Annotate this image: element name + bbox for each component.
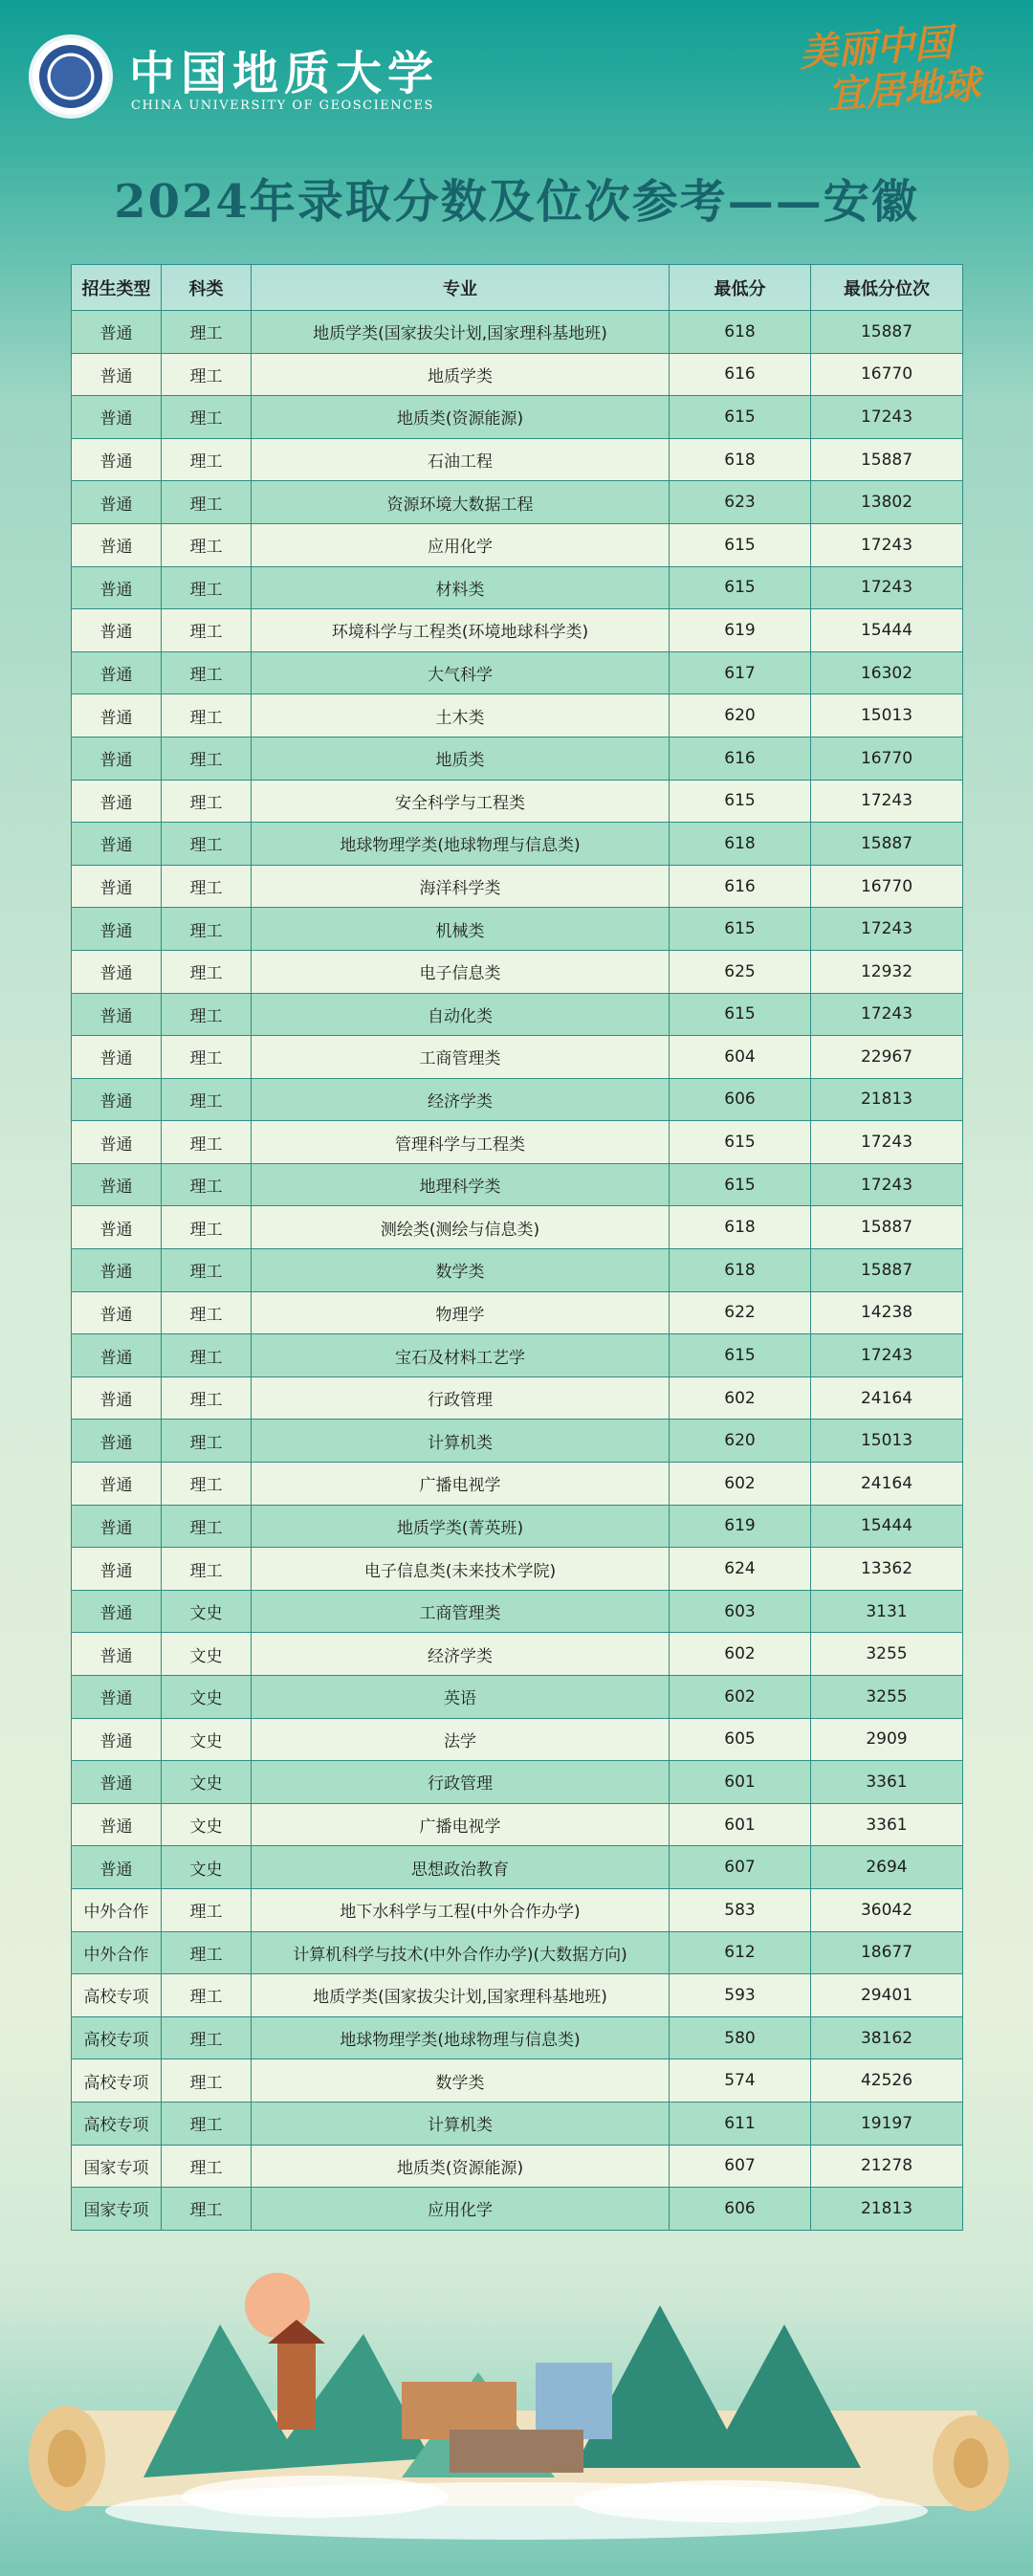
cell-min-score: 580: [670, 2016, 811, 2059]
university-name-cn: 中国地质大学: [129, 47, 440, 100]
cell-subject: 理工: [162, 481, 252, 524]
cell-major: 地质类(资源能源): [252, 396, 670, 439]
table-row: [72, 2016, 963, 2059]
table-row: [72, 523, 963, 566]
cell-subject: 理工: [162, 651, 252, 694]
table-row: [72, 694, 963, 738]
cell-min-rank: 15887: [811, 1206, 963, 1249]
cell-admission-type: 普通: [72, 823, 162, 866]
cell-min-rank: 13362: [811, 1548, 963, 1591]
cell-admission-type: 普通: [72, 694, 162, 738]
cell-admission-type: 普通: [72, 1505, 162, 1548]
cell-admission-type: 普通: [72, 1676, 162, 1719]
cell-major: 计算机类: [252, 2102, 670, 2145]
header: [0, 0, 1033, 153]
cell-admission-type: 普通: [72, 1206, 162, 1249]
table-row: [72, 1078, 963, 1121]
cell-admission-type: 国家专项: [72, 2188, 162, 2231]
cell-admission-type: 中外合作: [72, 1931, 162, 1974]
cell-min-score: 615: [670, 993, 811, 1036]
cell-min-score: 611: [670, 2102, 811, 2145]
table-row: [72, 737, 963, 780]
cell-subject: 理工: [162, 2102, 252, 2145]
cell-subject: 理工: [162, 1376, 252, 1420]
cell-admission-type: 普通: [72, 1036, 162, 1079]
cell-admission-type: 高校专项: [72, 1974, 162, 2017]
cell-min-rank: 24164: [811, 1376, 963, 1420]
table-row: [72, 311, 963, 354]
cell-min-rank: 2694: [811, 1846, 963, 1889]
cell-admission-type: 普通: [72, 481, 162, 524]
cell-major: 工商管理类: [252, 1590, 670, 1633]
cell-min-score: 604: [670, 1036, 811, 1079]
cell-admission-type: 普通: [72, 950, 162, 993]
cell-subject: 理工: [162, 1420, 252, 1463]
cell-subject: 理工: [162, 1888, 252, 1931]
cell-admission-type: 普通: [72, 908, 162, 951]
cell-min-rank: 16770: [811, 353, 963, 396]
cell-major: 管理科学与工程类: [252, 1121, 670, 1164]
table-row: [72, 2102, 963, 2145]
cell-min-rank: 3131: [811, 1590, 963, 1633]
admission-table-container: [71, 264, 962, 2231]
cell-min-rank: 17243: [811, 908, 963, 951]
cell-min-rank: 13802: [811, 481, 963, 524]
cell-subject: 理工: [162, 1036, 252, 1079]
table-row: [72, 993, 963, 1036]
cell-min-score: 607: [670, 1846, 811, 1889]
cell-subject: 理工: [162, 1463, 252, 1506]
cell-min-rank: 29401: [811, 1974, 963, 2017]
cell-subject: 文史: [162, 1590, 252, 1633]
table-row: [72, 2059, 963, 2103]
cell-min-score: 615: [670, 523, 811, 566]
cell-min-score: 620: [670, 1420, 811, 1463]
cell-subject: 理工: [162, 2145, 252, 2188]
table-row: [72, 1376, 963, 1420]
cell-major: 应用化学: [252, 2188, 670, 2231]
cell-admission-type: 普通: [72, 651, 162, 694]
cell-major: 资源环境大数据工程: [252, 481, 670, 524]
table-row: [72, 609, 963, 652]
cell-major: 数学类: [252, 1249, 670, 1292]
table-row: [72, 1761, 963, 1804]
table-header-row: [72, 265, 963, 311]
cell-major: 机械类: [252, 908, 670, 951]
cell-subject: 文史: [162, 1803, 252, 1846]
cell-min-score: 618: [670, 1249, 811, 1292]
cell-subject: 文史: [162, 1846, 252, 1889]
cell-major: 地质学类(菁英班): [252, 1505, 670, 1548]
cell-min-score: 574: [670, 2059, 811, 2103]
cell-subject: 理工: [162, 2188, 252, 2231]
cell-admission-type: 普通: [72, 1078, 162, 1121]
cell-major: 应用化学: [252, 523, 670, 566]
cell-min-rank: 15887: [811, 1249, 963, 1292]
table-row: [72, 780, 963, 823]
cell-subject: 理工: [162, 523, 252, 566]
cell-min-score: 618: [670, 1206, 811, 1249]
cell-subject: 理工: [162, 1078, 252, 1121]
table-row: [72, 1036, 963, 1079]
cell-subject: 理工: [162, 780, 252, 823]
cell-major: 电子信息类(未来技术学院): [252, 1548, 670, 1591]
cell-min-score: 623: [670, 481, 811, 524]
cell-min-rank: 17243: [811, 1121, 963, 1164]
cell-admission-type: 普通: [72, 1334, 162, 1377]
cell-min-rank: 14238: [811, 1291, 963, 1334]
cell-min-score: 619: [670, 1505, 811, 1548]
cell-subject: 理工: [162, 993, 252, 1036]
cell-min-rank: 21813: [811, 1078, 963, 1121]
column-header-min-rank: 最低分位次: [811, 265, 963, 311]
cell-admission-type: 普通: [72, 566, 162, 609]
cell-major: 地质学类: [252, 353, 670, 396]
cell-subject: 理工: [162, 908, 252, 951]
cell-min-rank: 17243: [811, 993, 963, 1036]
column-header-major: 专业: [252, 265, 670, 311]
cell-min-rank: 15013: [811, 694, 963, 738]
cell-major: 地质类: [252, 737, 670, 780]
cell-subject: 理工: [162, 1121, 252, 1164]
cell-major: 石油工程: [252, 438, 670, 481]
cell-subject: 理工: [162, 566, 252, 609]
cell-subject: 理工: [162, 1974, 252, 2017]
cell-admission-type: 普通: [72, 993, 162, 1036]
cell-major: 行政管理: [252, 1376, 670, 1420]
cell-min-score: 602: [670, 1676, 811, 1719]
cell-major: 地质学类(国家拔尖计划,国家理科基地班): [252, 1974, 670, 2017]
cell-min-rank: 3361: [811, 1761, 963, 1804]
cell-subject: 理工: [162, 609, 252, 652]
cell-subject: 理工: [162, 950, 252, 993]
cell-subject: 理工: [162, 823, 252, 866]
cell-major: 土木类: [252, 694, 670, 738]
cell-admission-type: 国家专项: [72, 2145, 162, 2188]
slogan-line-2: 宜居地球: [825, 62, 982, 119]
cell-subject: 理工: [162, 396, 252, 439]
cell-min-rank: 3255: [811, 1633, 963, 1676]
cell-min-rank: 16770: [811, 737, 963, 780]
cell-min-score: 603: [670, 1590, 811, 1633]
cell-admission-type: 普通: [72, 1718, 162, 1761]
cell-subject: 文史: [162, 1633, 252, 1676]
university-name-en: CHINA UNIVERSITY OF GEOSCIENCES: [131, 99, 434, 113]
cell-min-rank: 42526: [811, 2059, 963, 2103]
cell-min-score: 601: [670, 1761, 811, 1804]
cell-subject: 理工: [162, 1505, 252, 1548]
table-body: [72, 311, 963, 2231]
cell-subject: 文史: [162, 1676, 252, 1719]
cell-subject: 理工: [162, 438, 252, 481]
cell-admission-type: 普通: [72, 1761, 162, 1804]
table-row: [72, 1633, 963, 1676]
cell-admission-type: 普通: [72, 1633, 162, 1676]
cell-subject: 理工: [162, 1931, 252, 1974]
cell-major: 环境科学与工程类(环境地球科学类): [252, 609, 670, 652]
cell-admission-type: 普通: [72, 523, 162, 566]
table-row: [72, 1334, 963, 1377]
cell-major: 安全科学与工程类: [252, 780, 670, 823]
cell-min-rank: 19197: [811, 2102, 963, 2145]
cell-min-score: 622: [670, 1291, 811, 1334]
cell-major: 广播电视学: [252, 1463, 670, 1506]
cell-admission-type: 普通: [72, 1803, 162, 1846]
cell-major: 自动化类: [252, 993, 670, 1036]
cell-min-score: 625: [670, 950, 811, 993]
cell-admission-type: 普通: [72, 1376, 162, 1420]
cell-min-score: 602: [670, 1376, 811, 1420]
cell-admission-type: 普通: [72, 438, 162, 481]
cell-min-rank: 15444: [811, 1505, 963, 1548]
table-row: [72, 1206, 963, 1249]
cell-admission-type: 普通: [72, 1548, 162, 1591]
table-row: [72, 651, 963, 694]
cell-min-rank: 3255: [811, 1676, 963, 1719]
table-row: [72, 1803, 963, 1846]
cell-subject: 理工: [162, 1206, 252, 1249]
cell-min-score: 616: [670, 353, 811, 396]
cell-major: 大气科学: [252, 651, 670, 694]
cell-admission-type: 高校专项: [72, 2016, 162, 2059]
cell-major: 宝石及材料工艺学: [252, 1334, 670, 1377]
cell-admission-type: 普通: [72, 1249, 162, 1292]
table-row: [72, 1463, 963, 1506]
cell-min-rank: 17243: [811, 1334, 963, 1377]
cell-major: 英语: [252, 1676, 670, 1719]
cell-min-rank: 16302: [811, 651, 963, 694]
table-row: [72, 1888, 963, 1931]
cell-admission-type: 普通: [72, 1846, 162, 1889]
cell-min-rank: 15887: [811, 823, 963, 866]
cell-admission-type: 普通: [72, 396, 162, 439]
landscape-scroll-illustration: [0, 2267, 1033, 2576]
table-row: [72, 1931, 963, 1974]
cell-min-rank: 17243: [811, 396, 963, 439]
cell-min-rank: 15013: [811, 1420, 963, 1463]
cell-subject: 理工: [162, 1291, 252, 1334]
cell-major: 地球物理学类(地球物理与信息类): [252, 2016, 670, 2059]
cell-min-score: 617: [670, 651, 811, 694]
table-row: [72, 1676, 963, 1719]
cell-subject: 理工: [162, 1548, 252, 1591]
cell-min-rank: 21278: [811, 2145, 963, 2188]
cell-major: 电子信息类: [252, 950, 670, 993]
cell-min-score: 619: [670, 609, 811, 652]
cell-subject: 理工: [162, 2016, 252, 2059]
cell-major: 工商管理类: [252, 1036, 670, 1079]
page-title: 2024年录取分数及位次参考——安徽: [114, 175, 919, 229]
cell-major: 经济学类: [252, 1078, 670, 1121]
cell-major: 地球物理学类(地球物理与信息类): [252, 823, 670, 866]
table-row: [72, 1121, 963, 1164]
cell-min-rank: 15887: [811, 438, 963, 481]
cell-major: 地理科学类: [252, 1163, 670, 1206]
cell-subject: 理工: [162, 694, 252, 738]
cell-min-rank: 24164: [811, 1463, 963, 1506]
cell-min-rank: 2909: [811, 1718, 963, 1761]
cell-min-rank: 18677: [811, 1931, 963, 1974]
cell-subject: 文史: [162, 1718, 252, 1761]
table-row: [72, 1163, 963, 1206]
cell-min-score: 605: [670, 1718, 811, 1761]
cell-min-rank: 22967: [811, 1036, 963, 1079]
cell-admission-type: 高校专项: [72, 2059, 162, 2103]
table-row: [72, 1846, 963, 1889]
university-logo: [29, 34, 113, 119]
cell-min-score: 618: [670, 438, 811, 481]
cell-min-score: 593: [670, 1974, 811, 2017]
cell-min-score: 618: [670, 311, 811, 354]
cell-major: 计算机科学与技术(中外合作办学)(大数据方向): [252, 1931, 670, 1974]
table-row: [72, 2188, 963, 2231]
admission-score-table: [71, 264, 963, 2231]
table-row: [72, 566, 963, 609]
cell-admission-type: 普通: [72, 1291, 162, 1334]
cell-admission-type: 普通: [72, 865, 162, 908]
cell-min-rank: 38162: [811, 2016, 963, 2059]
cell-min-score: 615: [670, 780, 811, 823]
cell-admission-type: 普通: [72, 1163, 162, 1206]
cell-subject: 理工: [162, 311, 252, 354]
table-row: [72, 1718, 963, 1761]
cell-min-score: 583: [670, 1888, 811, 1931]
cell-subject: 理工: [162, 1334, 252, 1377]
column-header-admission-type: 招生类型: [72, 265, 162, 311]
column-header-min-score: 最低分: [670, 265, 811, 311]
cell-min-rank: 36042: [811, 1888, 963, 1931]
cell-min-score: 602: [670, 1463, 811, 1506]
cell-admission-type: 普通: [72, 1420, 162, 1463]
cell-admission-type: 普通: [72, 1121, 162, 1164]
cell-min-score: 615: [670, 908, 811, 951]
cell-min-score: 607: [670, 2145, 811, 2188]
cell-min-rank: 3361: [811, 1803, 963, 1846]
cell-min-score: 615: [670, 1121, 811, 1164]
cell-min-score: 616: [670, 865, 811, 908]
cell-major: 物理学: [252, 1291, 670, 1334]
table-row: [72, 950, 963, 993]
cell-min-rank: 15444: [811, 609, 963, 652]
cell-min-rank: 16770: [811, 865, 963, 908]
cell-major: 海洋科学类: [252, 865, 670, 908]
cell-admission-type: 普通: [72, 311, 162, 354]
cell-min-rank: 12932: [811, 950, 963, 993]
cell-min-rank: 17243: [811, 566, 963, 609]
table-row: [72, 1291, 963, 1334]
cell-subject: 理工: [162, 2059, 252, 2103]
column-header-subject: 科类: [162, 265, 252, 311]
cell-subject: 理工: [162, 865, 252, 908]
cell-min-rank: 17243: [811, 780, 963, 823]
cell-major: 法学: [252, 1718, 670, 1761]
cell-min-score: 612: [670, 1931, 811, 1974]
table-row: [72, 1249, 963, 1292]
slogan-logo: [798, 18, 996, 137]
cell-min-score: 615: [670, 1163, 811, 1206]
cell-admission-type: 高校专项: [72, 2102, 162, 2145]
cell-major: 行政管理: [252, 1761, 670, 1804]
cell-major: 思想政治教育: [252, 1846, 670, 1889]
cell-min-score: 620: [670, 694, 811, 738]
table-row: [72, 481, 963, 524]
cell-min-score: 606: [670, 1078, 811, 1121]
cell-admission-type: 中外合作: [72, 1888, 162, 1931]
cell-major: 地下水科学与工程(中外合作办学): [252, 1888, 670, 1931]
cell-min-rank: 17243: [811, 1163, 963, 1206]
cell-admission-type: 普通: [72, 609, 162, 652]
cell-major: 地质学类(国家拔尖计划,国家理科基地班): [252, 311, 670, 354]
table-row: [72, 353, 963, 396]
cell-subject: 文史: [162, 1761, 252, 1804]
slogan-line-1: 美丽中国: [798, 19, 955, 76]
cell-min-score: 615: [670, 1334, 811, 1377]
cell-major: 数学类: [252, 2059, 670, 2103]
table-row: [72, 396, 963, 439]
cell-subject: 理工: [162, 353, 252, 396]
cell-min-score: 615: [670, 566, 811, 609]
table-row: [72, 1505, 963, 1548]
cell-admission-type: 普通: [72, 1590, 162, 1633]
cell-min-rank: 21813: [811, 2188, 963, 2231]
cell-min-rank: 15887: [811, 311, 963, 354]
cell-subject: 理工: [162, 1163, 252, 1206]
cell-admission-type: 普通: [72, 1463, 162, 1506]
cell-min-score: 615: [670, 396, 811, 439]
table-row: [72, 1420, 963, 1463]
cell-major: 材料类: [252, 566, 670, 609]
table-row: [72, 908, 963, 951]
cell-min-score: 606: [670, 2188, 811, 2231]
table-row: [72, 2145, 963, 2188]
table-row: [72, 865, 963, 908]
cell-admission-type: 普通: [72, 353, 162, 396]
cell-min-score: 601: [670, 1803, 811, 1846]
cell-min-score: 624: [670, 1548, 811, 1591]
table-row: [72, 823, 963, 866]
cell-major: 广播电视学: [252, 1803, 670, 1846]
cell-major: 经济学类: [252, 1633, 670, 1676]
table-row: [72, 1548, 963, 1591]
cell-min-score: 602: [670, 1633, 811, 1676]
cell-subject: 理工: [162, 737, 252, 780]
cell-admission-type: 普通: [72, 737, 162, 780]
cell-major: 计算机类: [252, 1420, 670, 1463]
cell-admission-type: 普通: [72, 780, 162, 823]
table-row: [72, 1974, 963, 2017]
cell-min-score: 618: [670, 823, 811, 866]
cell-min-score: 616: [670, 737, 811, 780]
table-row: [72, 438, 963, 481]
cell-min-rank: 17243: [811, 523, 963, 566]
cell-major: 测绘类(测绘与信息类): [252, 1206, 670, 1249]
cell-subject: 理工: [162, 1249, 252, 1292]
table-row: [72, 1590, 963, 1633]
cell-major: 地质类(资源能源): [252, 2145, 670, 2188]
